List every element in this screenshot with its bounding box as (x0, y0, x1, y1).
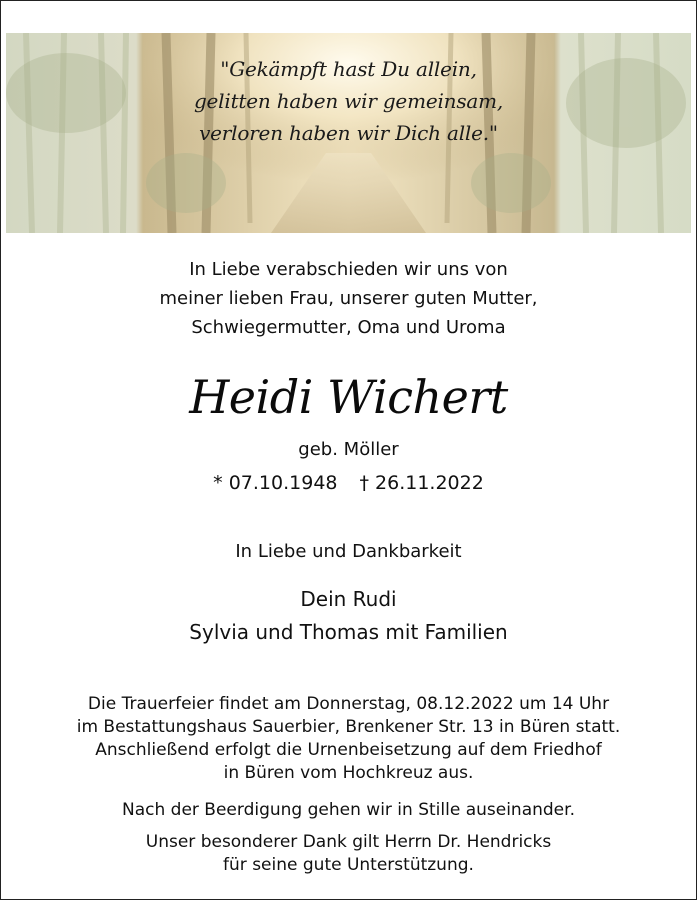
life-dates (1, 469, 696, 497)
maiden-name: geb. Möller (298, 439, 399, 460)
death-date: † 26.11.2022 (359, 472, 484, 494)
deceased-name: Heidi Wichert (189, 370, 508, 424)
thanks-line: In Liebe und Dankbarkeit (235, 541, 462, 562)
intro-text: In Liebe verabschieden wir uns von meiner lieben Frau, unserer guten Mutter, Schwiegermutter, Oma und Uroma (159, 259, 538, 338)
birth-date: * 07.10.1948 (213, 472, 338, 494)
quote: "Gekämpft hast Du allein, gelitten haben wir gemeinsam, verloren haben wir Dich alle." (193, 57, 504, 145)
gratitude-note: Unser besonderer Dank gilt Herrn Dr. Hendricks für seine gute Unterstützung. (145, 832, 552, 875)
family-signature: Dein Rudi Sylvia und Thomas mit Familien (189, 587, 508, 644)
silence-note: Nach der Beerdigung gehen wir in Stille auseinander. (122, 800, 575, 820)
service-details: Die Trauerfeier findet am Donnerstag, 08.12.2022 um 14 Uhr im Bestattungshaus Sauerbier, Brenkener Str. 13 in Büren statt. Anschließend erfolgt die Urnenbeisetzung auf dem Friedhof in Büren vom Hochkreuz aus. (76, 694, 621, 783)
